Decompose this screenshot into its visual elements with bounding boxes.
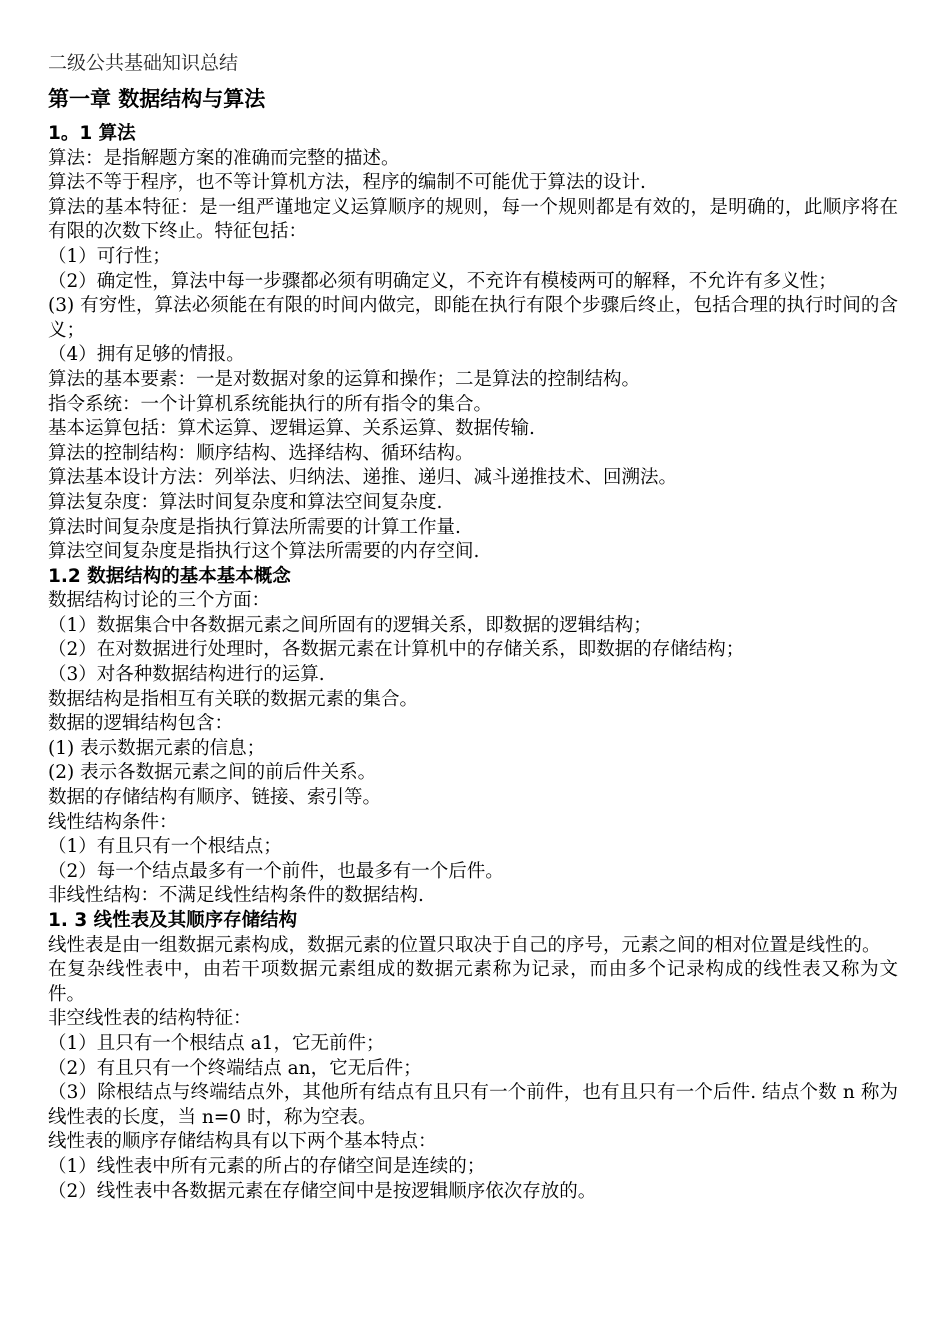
section-data-structure-concepts (48, 565, 898, 909)
document-title: 二级公共基础知识总结 (48, 52, 239, 74)
paragraph: 线性结构条件： (48, 811, 178, 833)
paragraph: 算法空间复杂度是指执行这个算法所需要的内存空间. (48, 541, 480, 563)
paragraph: 指令系统：一个计算机系统能执行的所有指令的集合。 (48, 393, 493, 415)
paragraph: 算法的基本特征：是一组严谨地定义运算顺序的规则，每一个规则都是有效的，是明确的，此顺序将在有限的次数下终止。特征包括： (48, 196, 898, 243)
paragraph: 数据结构是指相互有关联的数据元素的集合。 (48, 688, 419, 710)
list-item: （1）数据集合中各数据元素之间所固有的逻辑关系，即数据的逻辑结构； (48, 614, 652, 636)
document-page (48, 48, 898, 1204)
paragraph: 线性表是由一组数据元素构成，数据元素的位置只取决于自己的序号，元素之间的相对位置是线性的。 (48, 934, 881, 956)
paragraph: 算法复杂度：算法时间复杂度和算法空间复杂度. (48, 491, 443, 513)
paragraph: 数据结构讨论的三个方面： (48, 590, 271, 612)
paragraph: 非线性结构：不满足线性结构条件的数据结构. (48, 885, 424, 907)
list-item: （4）拥有足够的情报。 (48, 344, 245, 366)
section-title: 1。1 算法 (48, 123, 136, 144)
paragraph: 基本运算包括：算术运算、逻辑运算、关系运算、数据传输. (48, 418, 535, 440)
list-item: （1）线性表中所有元素的所占的存储空间是连续的； (48, 1155, 486, 1177)
list-item: （3）对各种数据结构进行的运算. (48, 664, 325, 686)
list-item: （2）确定性，算法中每一步骤都必须有明确定义，不充许有模棱两可的解释，不允许有多义性； (48, 270, 837, 292)
list-item: (3) 有穷性，算法必须能在有限的时间内做完，即能在执行有限个步骤后终止，包括合理的执行时间的含义； (48, 295, 898, 341)
list-item: （2）线性表中各数据元素在存储空间中是按逻辑顺序依次存放的。 (48, 1180, 597, 1202)
paragraph: 非空线性表的结构特征： (48, 1008, 252, 1030)
list-item: （1）且只有一个根结点 a1，它无前件； (48, 1032, 385, 1054)
section-linear-list (48, 909, 898, 1204)
section-title: 1. 3 线性表及其顺序存储结构 (48, 910, 298, 931)
list-item: (1) 表示数据元素的信息； (48, 737, 266, 759)
paragraph: 算法：是指解题方案的准确而完整的描述。 (48, 147, 400, 169)
section-title: 1.2 数据结构的基本基本概念 (48, 565, 291, 587)
paragraph: 算法不等于程序，也不等计算机方法，程序的编制不可能优于算法的设计. (48, 172, 646, 194)
list-item: （1）可行性； (48, 245, 171, 267)
paragraph: 线性表的顺序存储结构具有以下两个基本特点： (48, 1131, 437, 1153)
chapter-title: 第一章 数据结构与算法 (48, 87, 266, 111)
paragraph: 算法的基本要素：一是对数据对象的运算和操作；二是算法的控制结构。 (48, 368, 641, 390)
paragraph: 在复杂线性表中，由若干项数据元素组成的数据元素称为记录，而由多个记录构成的线性表又称为文件。 (48, 959, 898, 1005)
section-algorithm (48, 122, 898, 565)
paragraph: 算法的控制结构：顺序结构、选择结构、循环结构。 (48, 442, 474, 464)
list-item: （3）除根结点与终端结点外，其他所有结点有且只有一个前件，也有且只有一个后件. 结点个数 n 称为线性表的长度，当 n=0 时，称为空表。 (48, 1082, 898, 1128)
list-item: （2）在对数据进行处理时，各数据元素在计算机中的存储关系，即数据的存储结构； (48, 639, 745, 661)
list-item: （2）每一个结点最多有一个前件，也最多有一个后件。 (48, 860, 504, 882)
paragraph: 数据的存储结构有顺序、链接、索引等。 (48, 787, 382, 809)
paragraph: 算法时间复杂度是指执行算法所需要的计算工作量. (48, 516, 461, 538)
list-item: （1）有且只有一个根结点； (48, 836, 282, 858)
list-item: （2）有且只有一个终端结点 an，它无后件； (48, 1057, 422, 1079)
paragraph: 数据的逻辑结构包含： (48, 713, 234, 735)
list-item: (2) 表示各数据元素之间的前后件关系。 (48, 762, 377, 784)
paragraph: 算法基本设计方法：列举法、归纳法、递推、递归、减斗递推技术、回溯法。 (48, 467, 678, 489)
